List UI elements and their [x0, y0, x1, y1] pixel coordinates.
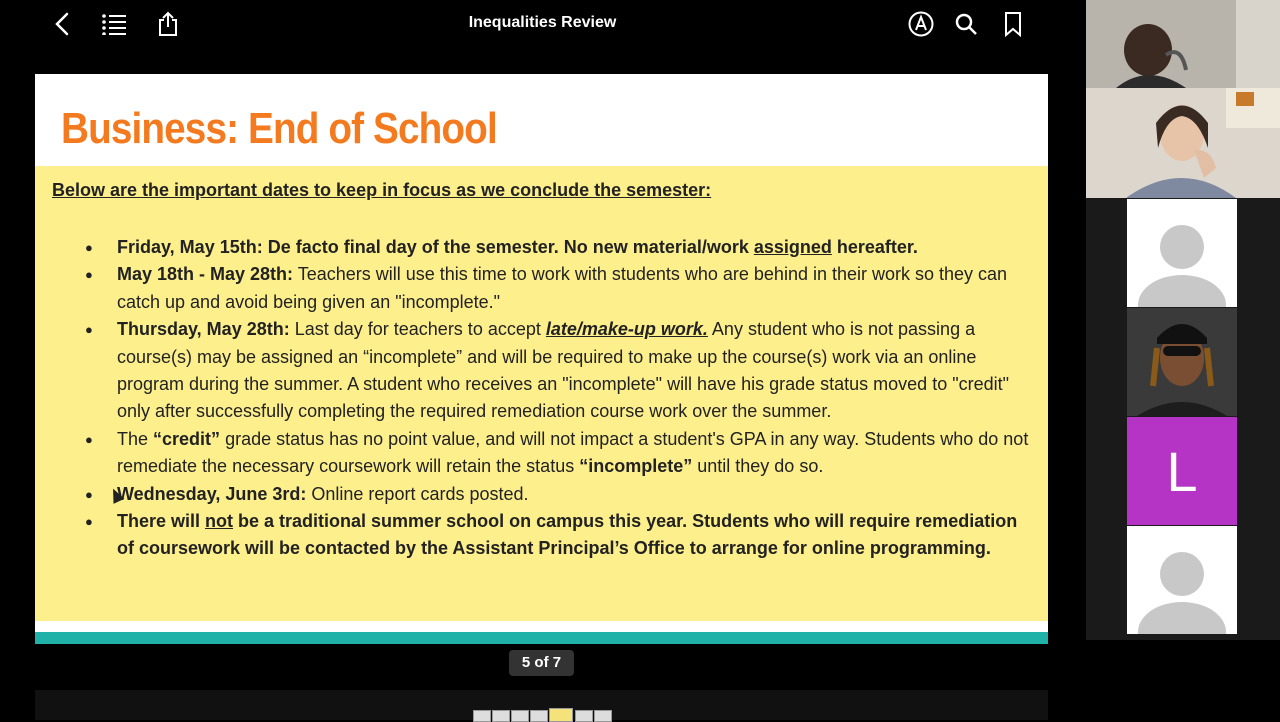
participant-avatar[interactable] [1127, 199, 1237, 307]
avatar-placeholder-icon [1160, 552, 1204, 596]
participants-panel [1086, 0, 1280, 640]
thumbnail-item[interactable] [492, 710, 510, 722]
list-item: ● The “credit” grade status has no point value, and will not impact a student's GPA in any way. Students who do not remediate the necessary coursework will retain the status “incomplete” until they do so. [85, 426, 1035, 481]
avatar-placeholder-icon [1160, 225, 1204, 269]
thumbnail-item[interactable] [575, 710, 593, 722]
slide-page [35, 74, 1048, 644]
slide-title: Business: End of School [61, 104, 497, 153]
list-item: ● May 18th - May 28th: Teachers will use this time to work with students who are behind in their work so they can catch up and avoid being given an "incomplete." [85, 261, 1035, 316]
participant-video[interactable] [1086, 88, 1280, 198]
bookmark-icon[interactable] [997, 8, 1029, 40]
thumbnail-item[interactable] [473, 710, 491, 722]
thumbnail-item[interactable] [511, 710, 529, 722]
list-item: ● Wednesday, June 3rd: Online report cards posted. [85, 481, 1035, 508]
participant-video[interactable] [1086, 0, 1280, 88]
slide-footer-bar [35, 632, 1048, 644]
annotate-icon[interactable] [905, 8, 937, 40]
participant-initial-tile[interactable] [1127, 417, 1237, 525]
list-item: ● There will not be a traditional summer school on campus this year. Students who will require remediation of coursework will be contacted by the Assistant Principal’s Office to arrange for online programming. [85, 508, 1035, 563]
search-icon[interactable] [950, 8, 982, 40]
participant-initial: L [1166, 439, 1198, 503]
document-title: Inequalities Review [468, 14, 617, 31]
thumbnail-strip[interactable] [35, 690, 1048, 720]
bullet-list [85, 234, 1035, 563]
participant-video[interactable] [1127, 308, 1237, 416]
list-item: ● Thursday, May 28th: Last day for teachers to accept late/make-up work. Any student who is not passing a course(s) may be assigned an “incomplete” and will be required to make up the course(s) work via an online program during the summer. A student who receives an "incomplete" will have his grade status moved to "credit" only after successfully completing the required remediation course work over the summer. [85, 316, 1035, 426]
list-item: ● Friday, May 15th: De facto final day of the semester. No new material/work assigned hereafter. [85, 234, 1035, 261]
top-toolbar [0, 0, 1085, 48]
thumbnail-item[interactable] [594, 710, 612, 722]
participant-avatar[interactable] [1127, 526, 1237, 634]
page-indicator: 5 of 7 [509, 650, 574, 676]
thumbnail-item[interactable] [530, 710, 548, 722]
slide-intro: Below are the important dates to keep in focus as we conclude the semester: [52, 180, 712, 200]
slide-body [35, 166, 1048, 621]
